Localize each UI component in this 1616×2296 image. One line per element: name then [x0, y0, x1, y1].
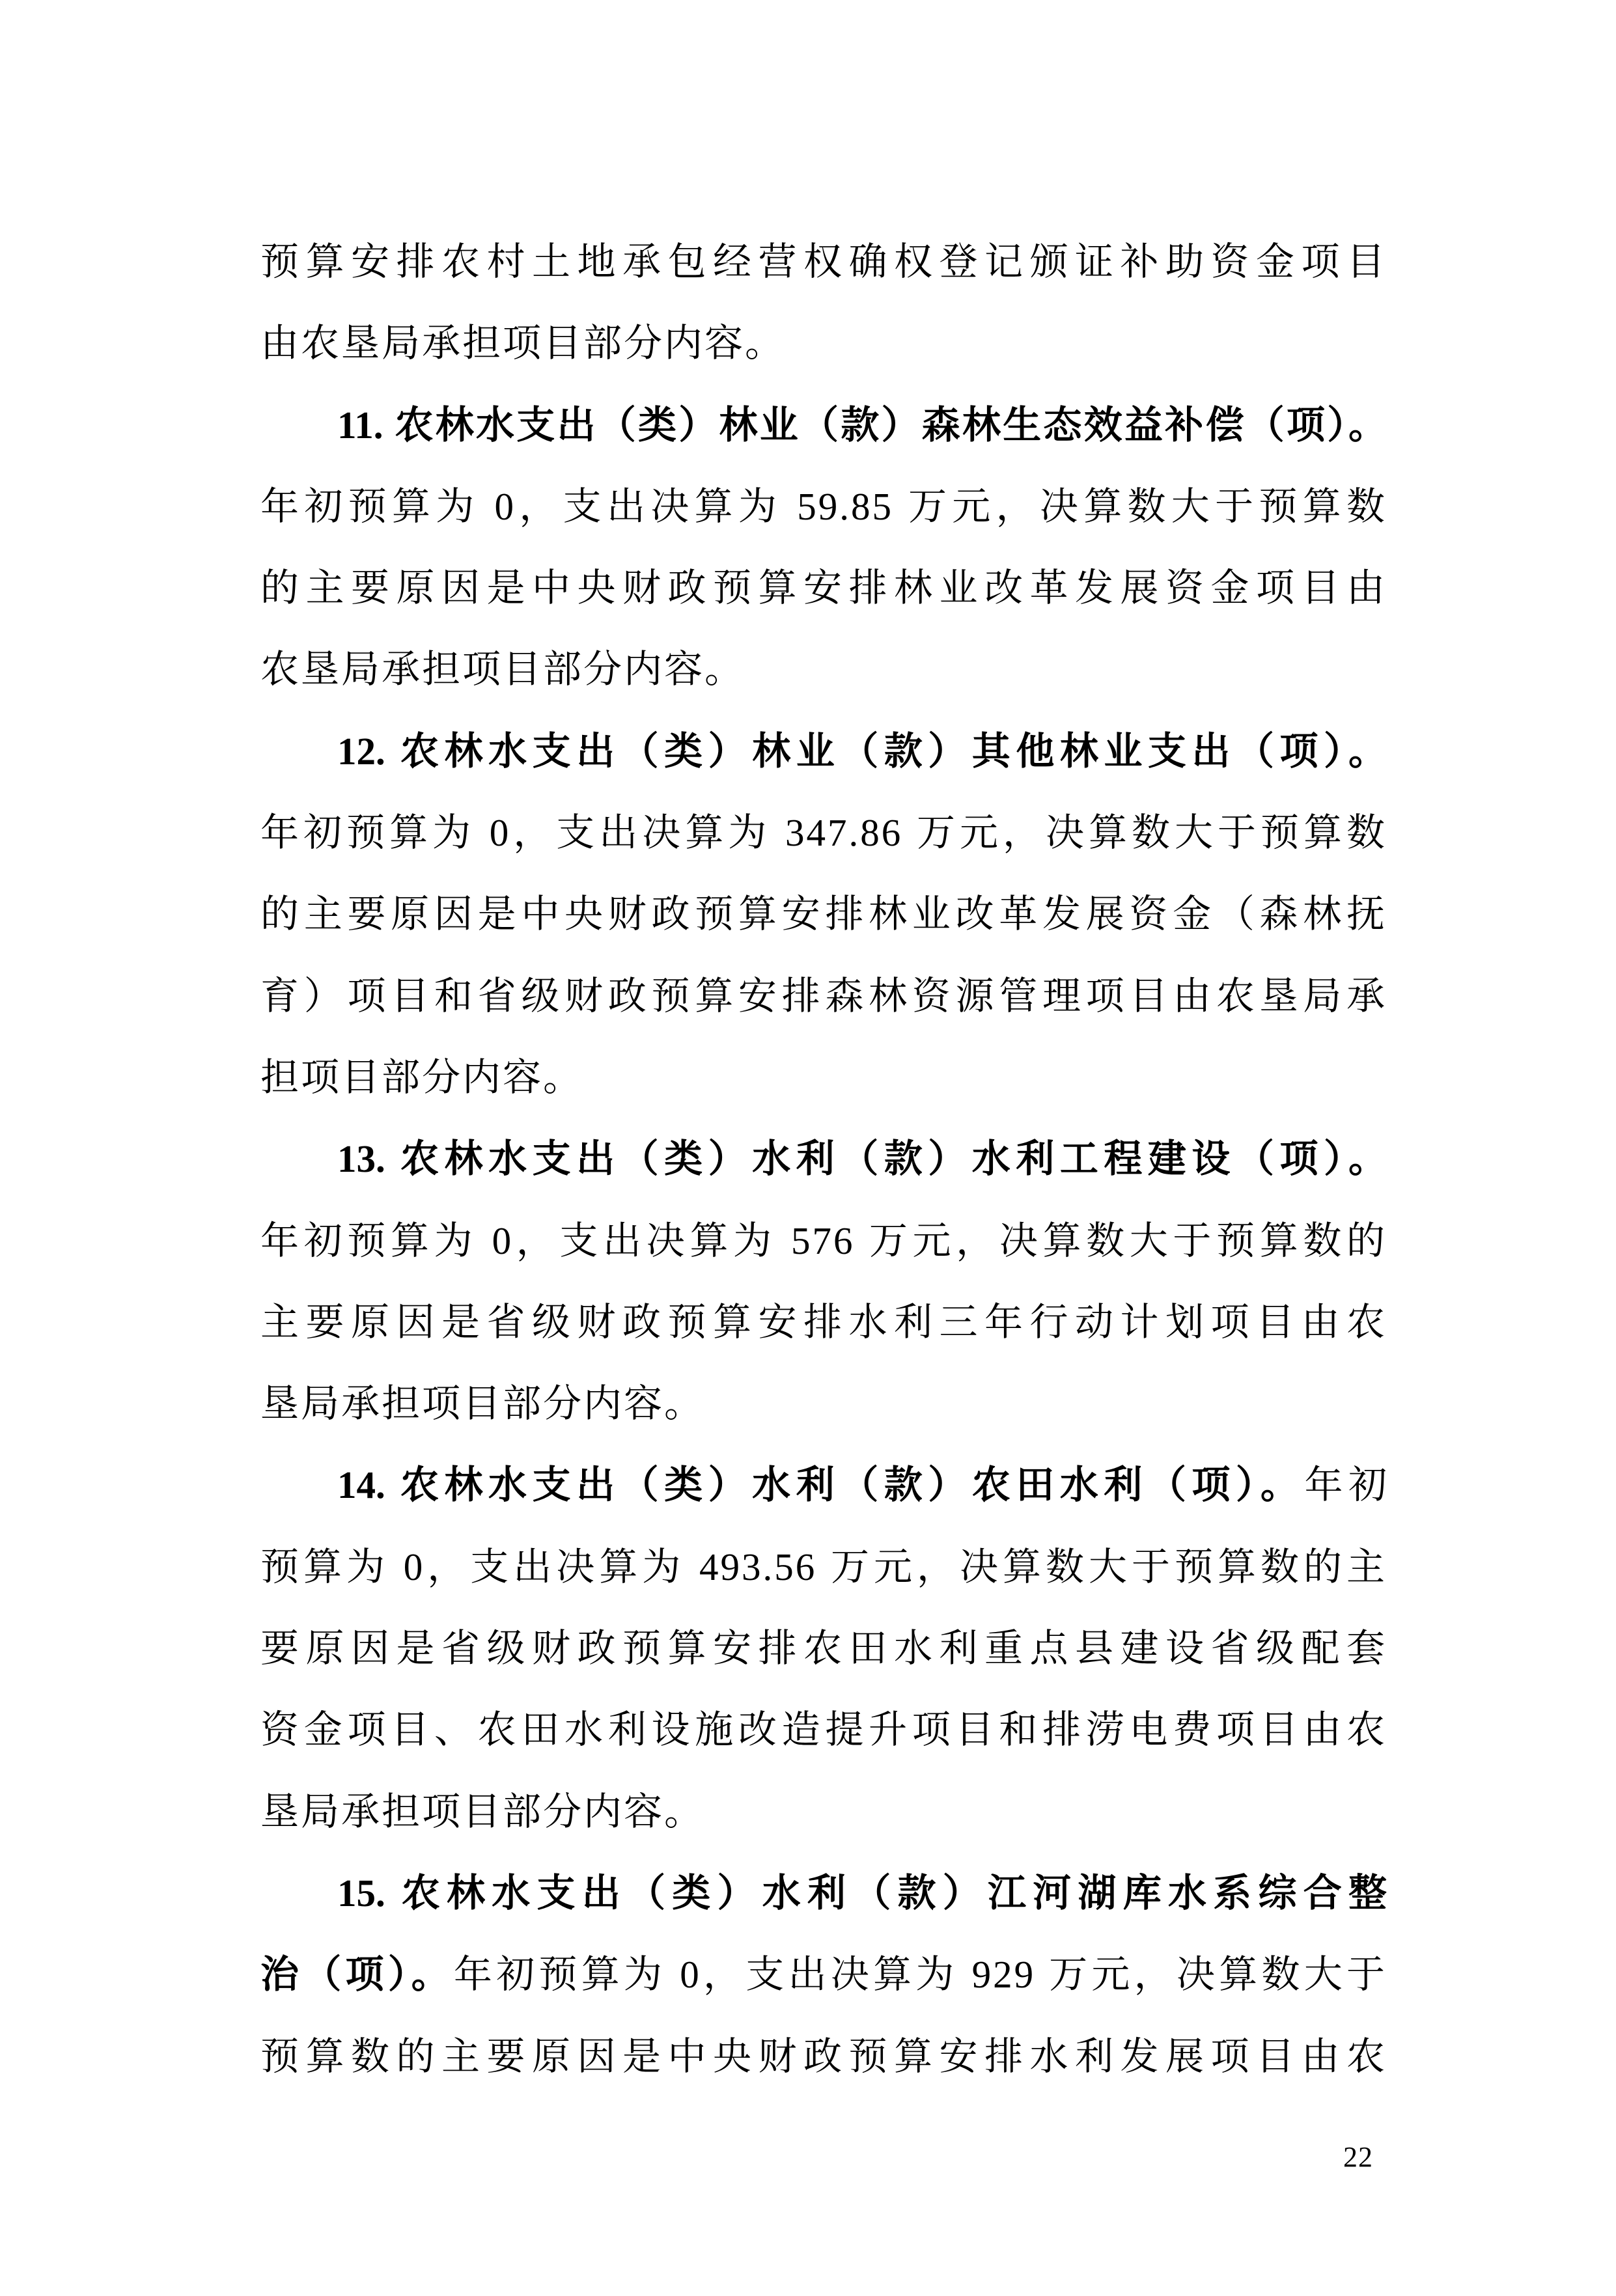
text-line: [260, 1527, 1387, 1608]
body-text: [260, 221, 1387, 2097]
text-segment: 育）项目和省级财政预算安排森林资源管理项目由农垦局承: [260, 974, 1387, 1017]
text-segment: 垦局承担项目部分内容。: [260, 1790, 705, 1833]
text-line: [260, 547, 1387, 629]
text-segment-bold: 13. 农林水支出（类）水利（款）水利工程建设（项）。: [337, 1137, 1387, 1181]
text-line: [260, 792, 1387, 874]
text-line: [260, 1934, 1387, 2015]
text-segment: 垦局承担项目部分内容。: [260, 1382, 705, 1426]
text-line: [260, 2016, 1387, 2097]
text-segment: 主要原因是省级财政预算安排水利三年行动计划项目由农: [260, 1300, 1387, 1344]
text-segment: 预算安排农村土地承包经营权确权登记颁证补助资金项目: [260, 240, 1387, 283]
text-line: [260, 1037, 1387, 1118]
text-line: [260, 303, 1387, 384]
text-line: [260, 1445, 1387, 1526]
text-segment: 年初预算为 0，支出决算为 59.85 万元，决算数大于预算数: [260, 484, 1387, 528]
text-line: [260, 1689, 1387, 1771]
text-segment-bold: 14. 农林水支出（类）水利（款）农田水利（项）。: [337, 1463, 1305, 1507]
text-segment: 的主要原因是中央财政预算安排林业改革发展资金（森林抚: [260, 892, 1387, 936]
text-line: [260, 1853, 1387, 1934]
text-line: [260, 629, 1387, 710]
text-line: [260, 1608, 1387, 1689]
text-line: [260, 466, 1387, 547]
text-line: [260, 874, 1387, 955]
text-segment: 的主要原因是中央财政预算安排林业改革发展资金项目由: [260, 566, 1387, 610]
text-segment: 农垦局承担项目部分内容。: [260, 648, 745, 691]
text-segment: 担项目部分内容。: [260, 1055, 584, 1099]
text-segment: 由农垦局承担项目部分内容。: [260, 322, 786, 365]
text-segment: 年初预算为 0，支出决算为 576 万元，决算数大于预算数的: [260, 1219, 1387, 1262]
text-segment: 年初预算为 0，支出决算为 347.86 万元，决算数大于预算数: [260, 811, 1387, 855]
text-segment-bold: 治（项）。: [260, 1953, 454, 1997]
page-number: 22: [1343, 2141, 1373, 2173]
text-line: [260, 711, 1387, 792]
text-segment: 要原因是省级财政预算安排农田水利重点县建设省级配套: [260, 1627, 1387, 1670]
text-segment-bold: 15. 农林水支出（类）水利（款）江河湖库水系综合整: [337, 1871, 1387, 1915]
text-line: [260, 1771, 1387, 1853]
text-line: [260, 1363, 1387, 1445]
text-line: [260, 1118, 1387, 1200]
text-segment: 年初: [1304, 1463, 1387, 1507]
text-line: [260, 956, 1387, 1037]
text-line: [260, 1200, 1387, 1282]
text-segment: 预算数的主要原因是中央财政预算安排水利发展项目由农: [260, 2034, 1387, 2078]
text-segment: 资金项目、农田水利设施改造提升项目和排涝电费项目由农: [260, 1708, 1387, 1752]
text-line: [260, 385, 1387, 466]
text-segment: 预算为 0，支出决算为 493.56 万元，决算数大于预算数的主: [260, 1545, 1387, 1588]
text-segment-bold: 11. 农林水支出（类）林业（款）森林生态效益补偿（项）。: [337, 403, 1387, 447]
text-segment: 年初预算为 0，支出决算为 929 万元，决算数大于: [453, 1953, 1387, 1997]
text-line: [260, 221, 1387, 303]
text-line: [260, 1282, 1387, 1363]
text-segment-bold: 12. 农林水支出（类）林业（款）其他林业支出（项）。: [337, 729, 1387, 773]
